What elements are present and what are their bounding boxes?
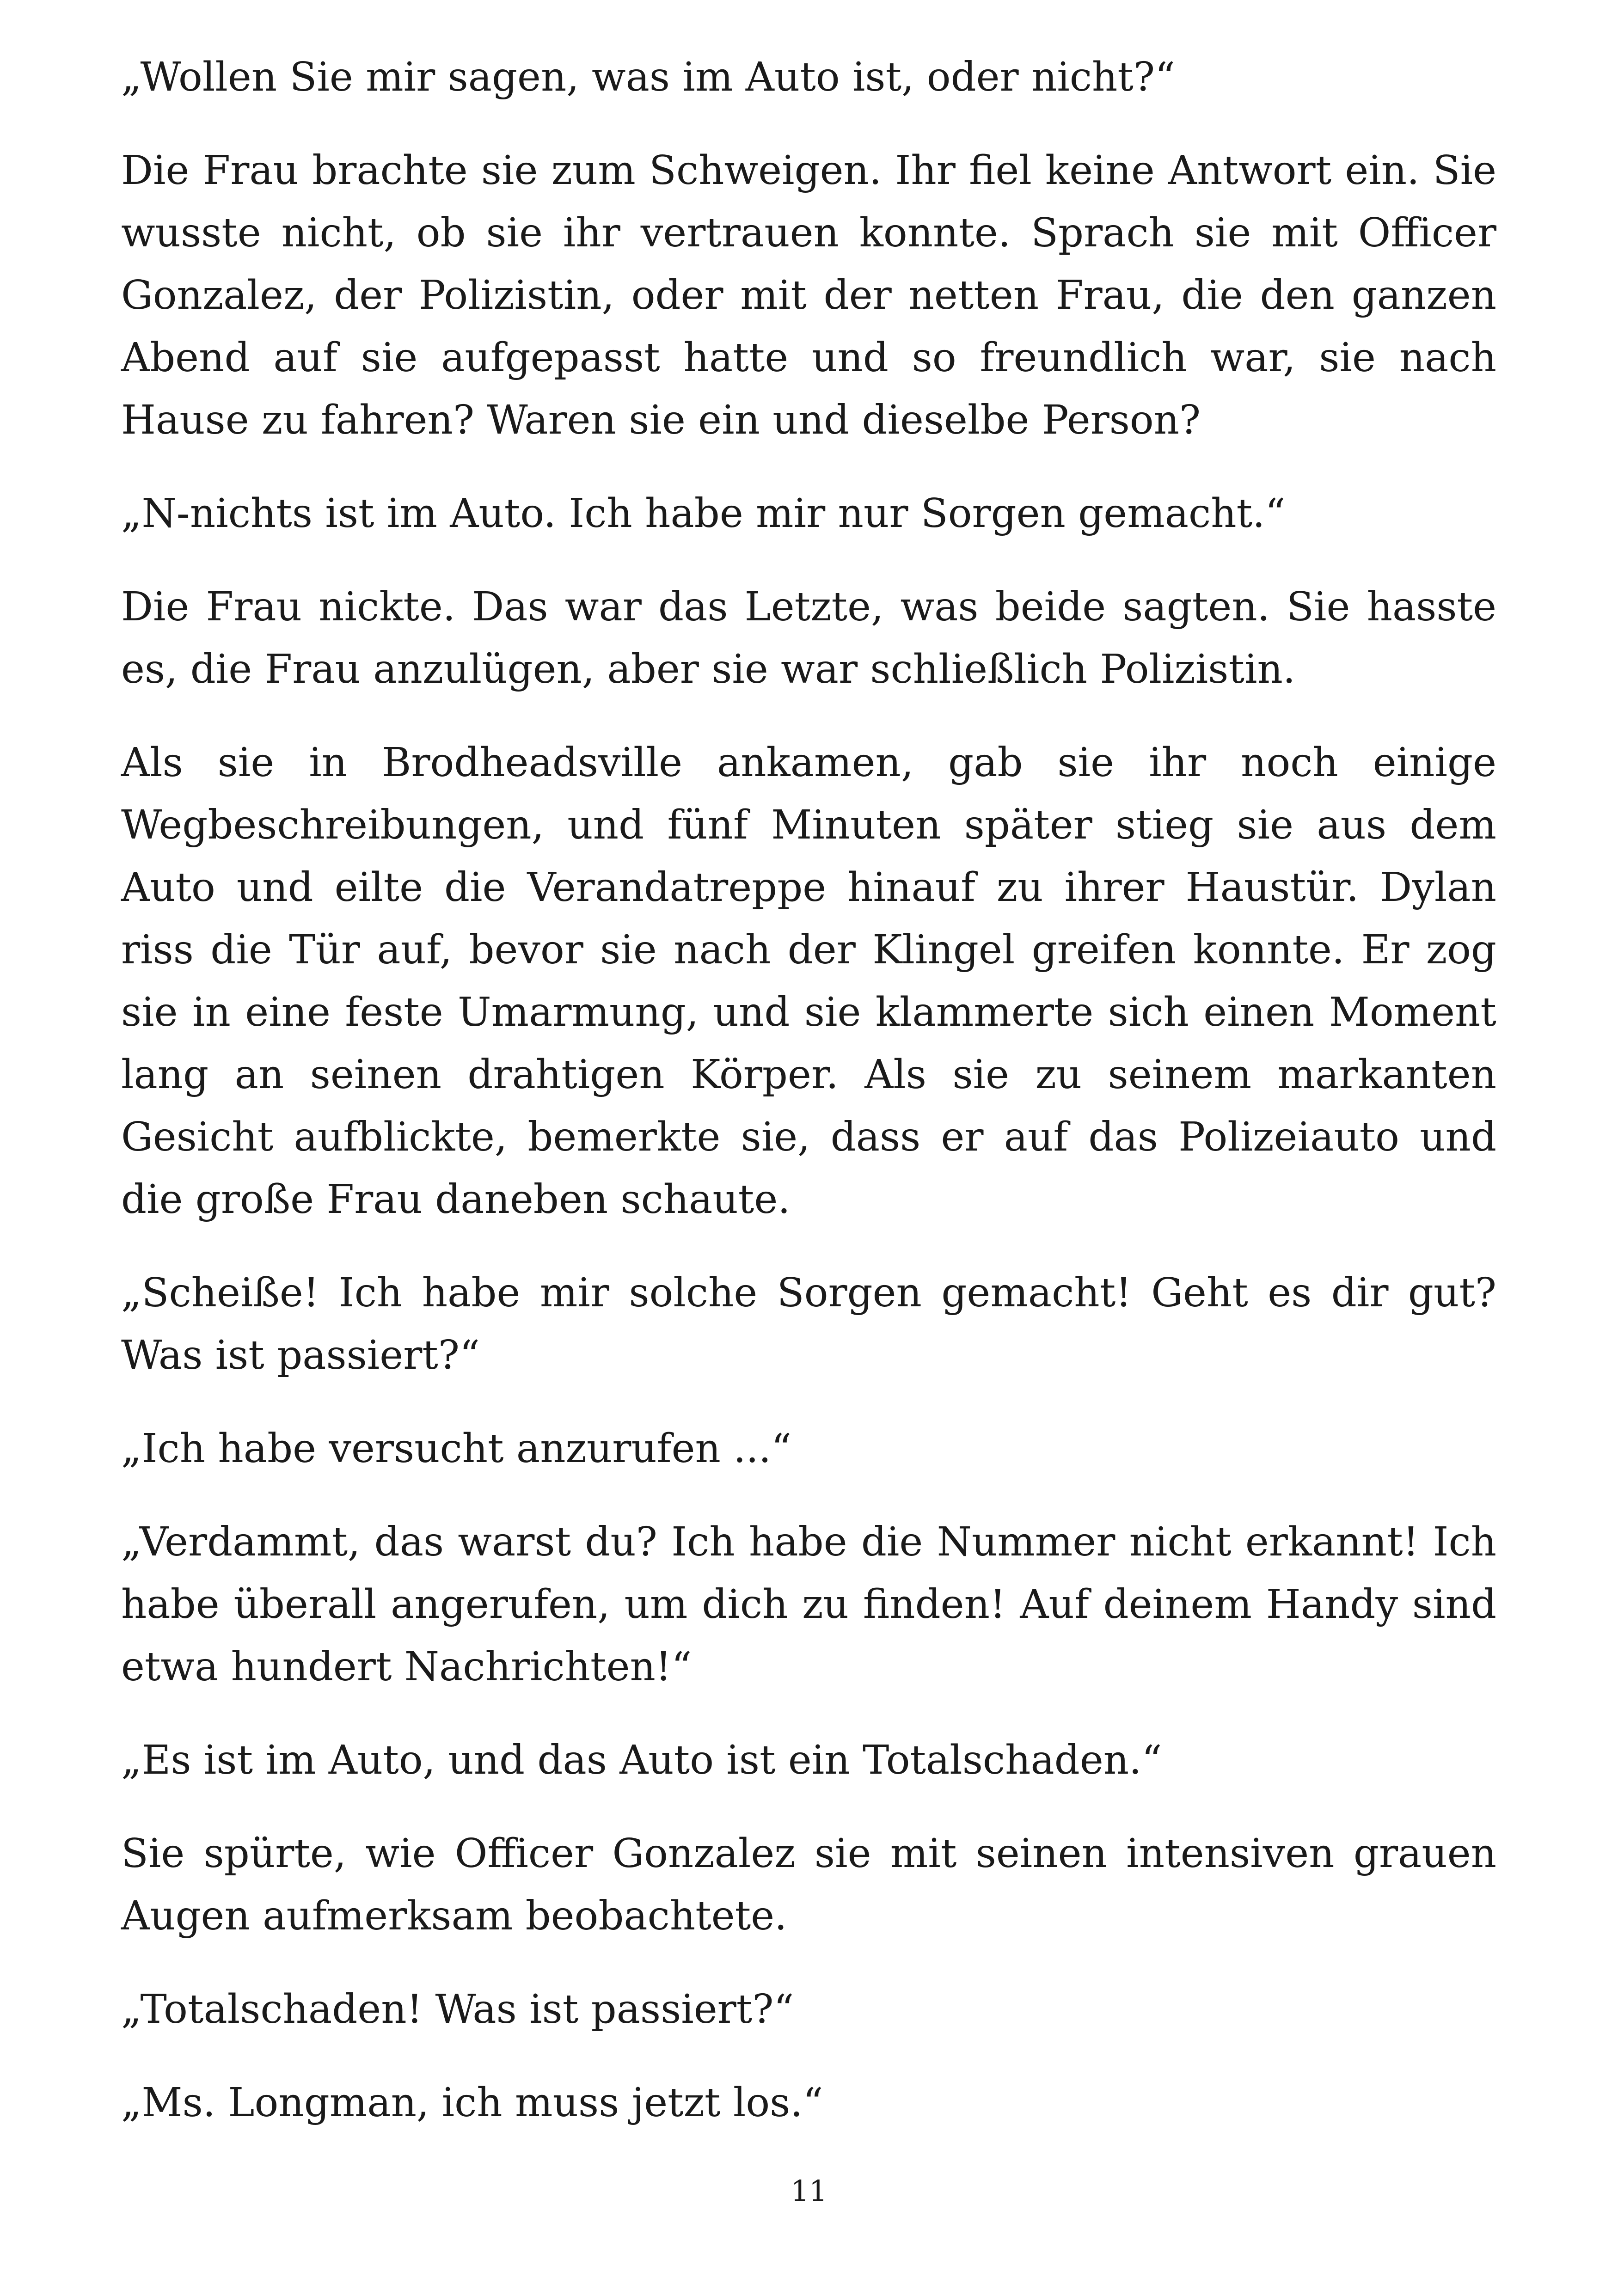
paragraph: „Ich habe versucht anzurufen ...“: [121, 1426, 792, 1472]
paragraph: „Scheiße! Ich habe mir solche Sorgen gemacht! Geht es dir gut? Was ist passiert?“: [121, 1270, 1496, 1378]
paragraph: „N-nichts ist im Auto. Ich habe mir nur Sorgen gemacht.“: [121, 490, 1286, 537]
paragraph: Sie spürte, wie Officer Gonzalez sie mit seinen intensiven grauen Augen aufmerksam beobachtete.: [121, 1831, 1496, 1939]
paragraph: Die Frau brachte sie zum Schweigen. Ihr fiel keine Antwort ein. Sie wusste nicht, ob sie ihr vertrauen konnte. Sprach sie mit Officer Gonzalez, der Polizistin, oder mit der netten Frau, die den ganzen Abend auf sie aufgepasst hatte und so freundlich war, sie nach Hause zu fahren? Waren sie ein und dieselbe Person?: [121, 147, 1496, 443]
paragraph: „Verdammt, das warst du? Ich habe die Nummer nicht erkannt! Ich habe überall angerufen, um dich zu finden! Auf deinem Handy sind etwa hundert Nachrichten!“: [121, 1519, 1496, 1690]
paragraph: „Totalschaden! Was ist passiert?“: [121, 1986, 794, 2033]
paragraph: „Ms. Longman, ich muss jetzt los.“: [121, 2080, 823, 2126]
paragraph: Die Frau nickte. Das war das Letzte, was beide sagten. Sie hasste es, die Frau anzulügen, aber sie war schließlich Polizistin.: [121, 584, 1496, 692]
paragraph: Als sie in Brodheadsville ankamen, gab sie ihr noch einige Wegbeschreibungen, und fünf Minuten später stieg sie aus dem Auto und eilte die Verandatreppe hinauf zu ihrer Haustür. Dylan riss die Tür auf, bevor sie nach der Klingel greifen konnte. Er zog sie in eine feste Umarmung, und sie klammerte sich einen Moment lang an seinen drahtigen Körper. Als sie zu seinem markanten Gesicht aufblickte, bemerkte sie, dass er auf das Polizeiauto und die große Frau daneben schaute.: [121, 740, 1496, 1223]
paragraph: „Es ist im Auto, und das Auto ist ein Totalschaden.“: [121, 1737, 1162, 1783]
body-text: [121, 46, 1496, 2165]
page-number: 11: [791, 2174, 827, 2208]
paragraph: „Wollen Sie mir sagen, was im Auto ist, oder nicht?“: [121, 54, 1176, 100]
